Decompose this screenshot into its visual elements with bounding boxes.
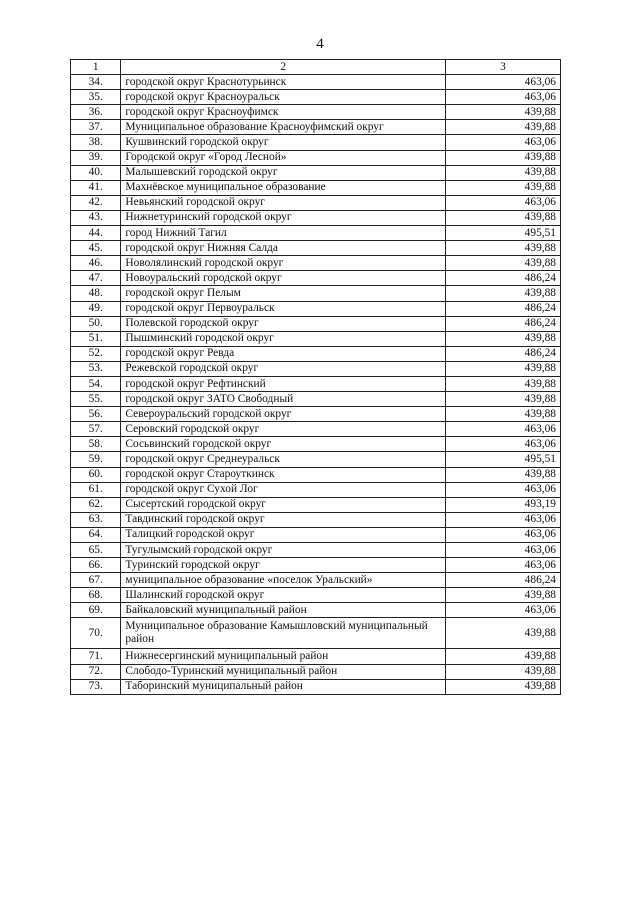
- row-value: 439,88: [446, 649, 561, 664]
- row-number: 60.: [71, 467, 121, 482]
- table-row: [71, 482, 561, 497]
- row-value: 486,24: [446, 301, 561, 316]
- row-name: Талицкий городской округ: [121, 527, 446, 542]
- row-number: 35.: [71, 90, 121, 105]
- row-value: 463,06: [446, 512, 561, 527]
- row-number: 71.: [71, 649, 121, 664]
- table-row: [71, 392, 561, 407]
- row-value: 439,88: [446, 588, 561, 603]
- table-row: [71, 180, 561, 195]
- row-number: 73.: [71, 679, 121, 694]
- row-value: 439,88: [446, 286, 561, 301]
- row-name: Тугулымский городской округ: [121, 543, 446, 558]
- row-value: 463,06: [446, 527, 561, 542]
- table-row: [71, 105, 561, 120]
- table-row: [71, 588, 561, 603]
- table-row: [71, 316, 561, 331]
- table-row: [71, 603, 561, 618]
- table-row: [71, 376, 561, 391]
- row-number: 34.: [71, 75, 121, 90]
- row-name: Байкаловский муниципальный район: [121, 603, 446, 618]
- table-row: [71, 241, 561, 256]
- table-row: [71, 543, 561, 558]
- table-row: [71, 558, 561, 573]
- row-value: 463,06: [446, 90, 561, 105]
- row-number: 48.: [71, 286, 121, 301]
- table-row: [71, 422, 561, 437]
- row-name: Малышевский городской округ: [121, 165, 446, 180]
- row-value: 439,88: [446, 392, 561, 407]
- row-number: 37.: [71, 120, 121, 135]
- row-number: 58.: [71, 437, 121, 452]
- table-header-row: [71, 60, 561, 75]
- row-number: 54.: [71, 376, 121, 391]
- row-value: 486,24: [446, 316, 561, 331]
- row-name: городской округ Староуткинск: [121, 467, 446, 482]
- table-row: [71, 512, 561, 527]
- row-name: Махнёвское муниципальное образование: [121, 180, 446, 195]
- row-value: 463,06: [446, 482, 561, 497]
- row-value: 495,51: [446, 226, 561, 241]
- row-number: 46.: [71, 256, 121, 271]
- row-value: 439,88: [446, 679, 561, 694]
- table-row: [71, 361, 561, 376]
- row-number: 53.: [71, 361, 121, 376]
- row-number: 59.: [71, 452, 121, 467]
- row-number: 42.: [71, 195, 121, 210]
- row-number: 39.: [71, 150, 121, 165]
- row-number: 68.: [71, 588, 121, 603]
- row-name: Шалинский городской округ: [121, 588, 446, 603]
- row-name: Полевской городской округ: [121, 316, 446, 331]
- row-name: городской округ Красноуфимск: [121, 105, 446, 120]
- row-number: 64.: [71, 527, 121, 542]
- row-number: 56.: [71, 407, 121, 422]
- row-name: городской округ Ревда: [121, 346, 446, 361]
- row-number: 52.: [71, 346, 121, 361]
- row-name: городской округ Сухой Лог: [121, 482, 446, 497]
- row-name: Слободо-Туринский муниципальный район: [121, 664, 446, 679]
- row-number: 45.: [71, 241, 121, 256]
- row-name: городской округ Нижняя Салда: [121, 241, 446, 256]
- table-row: [71, 497, 561, 512]
- table-row: [71, 618, 561, 649]
- row-name: городской округ Краснотурьинск: [121, 75, 446, 90]
- header-col-3: 3: [446, 60, 561, 75]
- row-value: 463,06: [446, 75, 561, 90]
- row-name: городской округ Рефтинский: [121, 376, 446, 391]
- row-number: 47.: [71, 271, 121, 286]
- row-number: 63.: [71, 512, 121, 527]
- row-value: 439,88: [446, 180, 561, 195]
- row-number: 36.: [71, 105, 121, 120]
- row-name: Кушвинский городской округ: [121, 135, 446, 150]
- row-value: 439,88: [446, 120, 561, 135]
- row-number: 41.: [71, 180, 121, 195]
- row-value: 463,06: [446, 603, 561, 618]
- row-number: 49.: [71, 301, 121, 316]
- table-row: [71, 301, 561, 316]
- table-row: [71, 150, 561, 165]
- row-value: 493,19: [446, 497, 561, 512]
- row-name: городской округ ЗАТО Свободный: [121, 392, 446, 407]
- table-row: [71, 120, 561, 135]
- row-name: городской округ Первоуральск: [121, 301, 446, 316]
- row-number: 69.: [71, 603, 121, 618]
- header-col-2: 2: [121, 60, 446, 75]
- header-col-1: 1: [71, 60, 121, 75]
- row-value: 486,24: [446, 346, 561, 361]
- row-value: 439,88: [446, 664, 561, 679]
- row-name: Сосьвинский городской округ: [121, 437, 446, 452]
- table-row: [71, 331, 561, 346]
- row-value: 439,88: [446, 256, 561, 271]
- table-row: [71, 452, 561, 467]
- table-row: [71, 271, 561, 286]
- row-value: 463,06: [446, 195, 561, 210]
- row-name: Нижнесергинский муниципальный район: [121, 649, 446, 664]
- row-name: Муниципальное образование Красноуфимский округ: [121, 120, 446, 135]
- row-name: город Нижний Тагил: [121, 226, 446, 241]
- table-row: [71, 573, 561, 588]
- row-number: 38.: [71, 135, 121, 150]
- table-row: [71, 256, 561, 271]
- row-name: Муниципальное образование Камышловский муниципальный район: [121, 618, 446, 649]
- row-name: Североуральский городской округ: [121, 407, 446, 422]
- row-number: 57.: [71, 422, 121, 437]
- row-name: Сысертский городской округ: [121, 497, 446, 512]
- row-value: 439,88: [446, 165, 561, 180]
- table-row: [71, 195, 561, 210]
- row-number: 62.: [71, 497, 121, 512]
- row-number: 61.: [71, 482, 121, 497]
- row-value: 463,06: [446, 422, 561, 437]
- row-value: 439,88: [446, 241, 561, 256]
- row-value: 486,24: [446, 573, 561, 588]
- row-value: 463,06: [446, 543, 561, 558]
- row-name: Нижнетуринский городской округ: [121, 210, 446, 225]
- row-name: Серовский городской округ: [121, 422, 446, 437]
- row-name: Тавдинский городской округ: [121, 512, 446, 527]
- table-row: [71, 165, 561, 180]
- table-row: [71, 679, 561, 694]
- row-value: 439,88: [446, 105, 561, 120]
- table-row: [71, 437, 561, 452]
- row-name: городской округ Пелым: [121, 286, 446, 301]
- row-value: 439,88: [446, 331, 561, 346]
- table-row: [71, 649, 561, 664]
- table-row: [71, 346, 561, 361]
- row-name: Невьянский городской округ: [121, 195, 446, 210]
- row-value: 463,06: [446, 558, 561, 573]
- row-name: городской округ Среднеуральск: [121, 452, 446, 467]
- row-name: Пышминский городской округ: [121, 331, 446, 346]
- row-number: 70.: [71, 618, 121, 649]
- tariff-table: [70, 59, 561, 695]
- row-number: 67.: [71, 573, 121, 588]
- row-value: 439,88: [446, 467, 561, 482]
- table-row: [71, 75, 561, 90]
- row-value: 486,24: [446, 271, 561, 286]
- table-row: [71, 286, 561, 301]
- row-value: 439,88: [446, 361, 561, 376]
- table-row: [71, 467, 561, 482]
- row-number: 51.: [71, 331, 121, 346]
- row-number: 40.: [71, 165, 121, 180]
- row-name: муниципальное образование «поселок Уральский»: [121, 573, 446, 588]
- row-number: 66.: [71, 558, 121, 573]
- row-value: 495,51: [446, 452, 561, 467]
- row-value: 439,88: [446, 210, 561, 225]
- row-name: Новолялинский городской округ: [121, 256, 446, 271]
- row-number: 44.: [71, 226, 121, 241]
- row-value: 463,06: [446, 437, 561, 452]
- row-number: 55.: [71, 392, 121, 407]
- row-value: 439,88: [446, 407, 561, 422]
- page-number: 4: [316, 36, 324, 52]
- row-name: Городской округ «Город Лесной»: [121, 150, 446, 165]
- row-number: 72.: [71, 664, 121, 679]
- row-name: Режевской городской округ: [121, 361, 446, 376]
- row-name: Новоуральский городской округ: [121, 271, 446, 286]
- row-number: 43.: [71, 210, 121, 225]
- row-name: Таборинский муниципальный район: [121, 679, 446, 694]
- row-number: 50.: [71, 316, 121, 331]
- row-value: 463,06: [446, 135, 561, 150]
- row-value: 439,88: [446, 618, 561, 649]
- row-name: Туринский городской округ: [121, 558, 446, 573]
- table-row: [71, 527, 561, 542]
- row-name: городской округ Красноуральск: [121, 90, 446, 105]
- row-number: 65.: [71, 543, 121, 558]
- row-value: 439,88: [446, 150, 561, 165]
- table-row: [71, 210, 561, 225]
- row-value: 439,88: [446, 376, 561, 391]
- table-row: [71, 90, 561, 105]
- table-row: [71, 407, 561, 422]
- table-row: [71, 135, 561, 150]
- table-row: [71, 226, 561, 241]
- table-row: [71, 664, 561, 679]
